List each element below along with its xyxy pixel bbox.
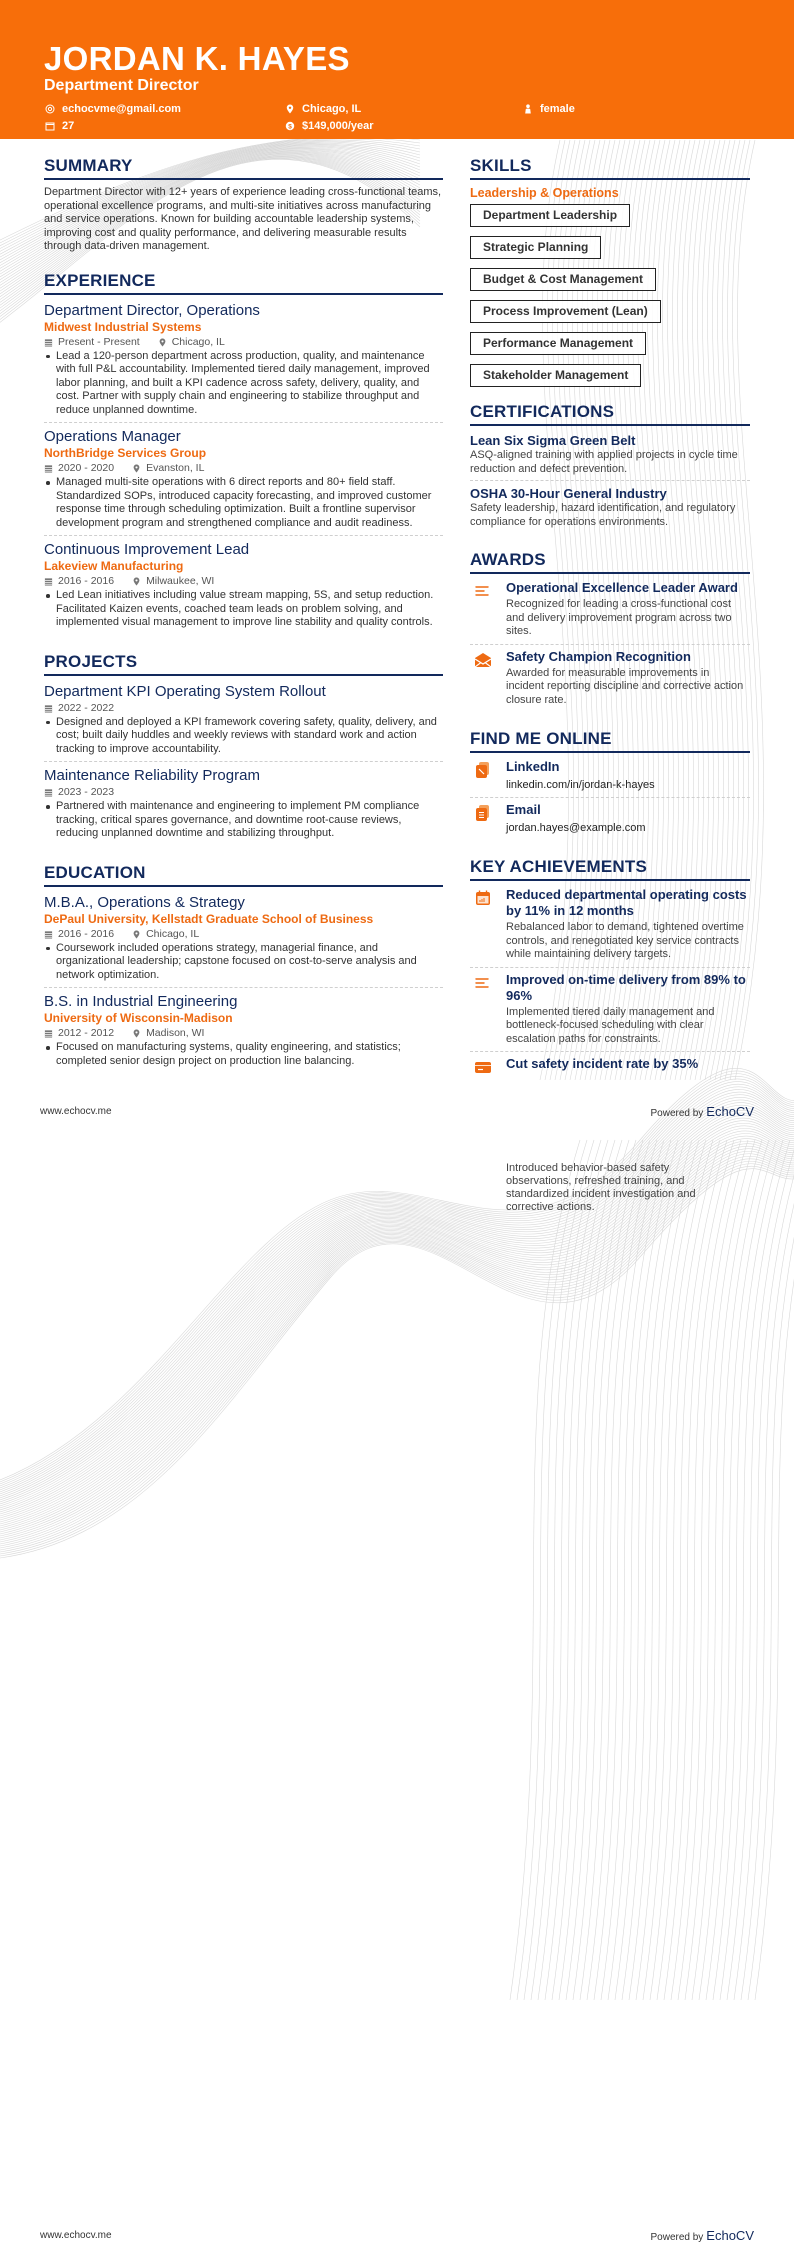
brand-name[interactable]: EchoCV xyxy=(706,1104,754,1119)
map-pin-icon xyxy=(158,338,167,347)
company-name: NorthBridge Services Group xyxy=(44,446,207,460)
certification-desc: ASQ-aligned training with applied projects in cycle time reduction and defect prevention. xyxy=(470,449,738,475)
candidate-title: Department Director xyxy=(44,77,199,94)
online-label: LinkedIn xyxy=(506,759,560,774)
money-icon xyxy=(284,120,296,132)
bullet-point: Partnered with maintenance and engineering to implement PM compliance tracking, critical spares governance, and downtime root-cause reviews, reducing unplanned downtime and stabilizing throughput. xyxy=(44,800,443,841)
achievement-desc: Implemented tiered daily management and bottleneck-focused scheduling with clear escalation paths for constraints. xyxy=(506,1005,715,1045)
location: Chicago, IL xyxy=(171,335,225,348)
calendar-icon xyxy=(44,120,56,132)
contact-email: echocvme@gmail.com xyxy=(44,102,284,116)
bullet-point: Led Lean initiatives including value stream mapping, 5S, and setup reduction. Facilitated Kaizen events, coached team leads on problem solving, and implemented visual management to improve line stability and quality controls. xyxy=(44,589,443,630)
powered-by: Powered by EchoCV xyxy=(650,1104,754,1119)
bullet-point: Designed and deployed a KPI framework covering safety, quality, delivery, and cost; built daily huddles and weekly reviews with standard work and action tracking to improve accountability. xyxy=(44,716,443,757)
map-pin-icon xyxy=(132,1029,141,1038)
summary-text: Department Director with 12+ years of experience leading cross-functional teams, operational excellence programs, and multi-site initiatives across manufacturing and service operations. Known for building accountable leadership systems, improving cost and quality performance, and delivering measurable results through data-driven management. xyxy=(44,186,442,252)
award-desc: Awarded for measurable improvements in incident reporting discipline and corrective action closure rate. xyxy=(506,666,744,706)
location: Chicago, IL xyxy=(146,927,200,940)
resume-header xyxy=(0,0,794,139)
certification-entry xyxy=(470,485,750,533)
job-title: Department Director, Operations xyxy=(44,301,260,319)
calendar-chart-icon xyxy=(474,889,492,907)
bullet-point: Managed multi-site operations with 6 direct reports and 80+ field staff. Standardized SOPs, introduced capacity forecasting, and improved customer response time through scheduling optimization. Built a frontline supervisor development program and strengthened compliance and audit readiness. xyxy=(44,476,443,530)
achievement-entry xyxy=(470,887,750,968)
contact-location: Chicago, IL xyxy=(284,102,522,116)
award-entry xyxy=(470,649,750,713)
education-entry xyxy=(44,992,443,1073)
date-range: 2020 - 2020 xyxy=(58,462,115,474)
section-heading: SKILLS xyxy=(470,156,750,180)
contact-info xyxy=(44,102,750,133)
bullet-point: Lead a 120-person department across production, quality, and maintenance with full P&L accountability. Implemented tiered daily management, improved labor planning, and built a KPI cadence across safety, delivery, quality, and cost. Partner with supply chain and engineering to stabilize throughput and reduce unplanned downtime. xyxy=(44,350,443,418)
email-link[interactable]: jordan.hayes@example.com xyxy=(506,822,646,834)
section-heading: PROJECTS xyxy=(44,652,443,676)
location: Evanston, IL xyxy=(146,462,205,474)
brand-name[interactable]: EchoCV xyxy=(706,2228,754,2243)
calendar-icon xyxy=(44,577,53,586)
achievements-section xyxy=(470,857,750,1086)
map-pin-icon xyxy=(132,930,141,939)
section-heading: CERTIFICATIONS xyxy=(470,402,750,426)
achievement-entry xyxy=(470,972,750,1053)
online-section xyxy=(470,729,750,840)
school-name: University of Wisconsin-Madison xyxy=(44,1011,233,1025)
skill-tag: Process Improvement (Lean) xyxy=(470,300,661,323)
achievement-title: Improved on-time delivery from 89% to 96% xyxy=(506,971,746,1003)
experience-entry xyxy=(44,427,443,536)
envelope-icon xyxy=(474,651,492,669)
section-heading: FIND ME ONLINE xyxy=(470,729,750,753)
award-title: Safety Champion Recognition xyxy=(506,648,691,664)
certification-title: OSHA 30-Hour General Industry xyxy=(470,486,667,501)
section-heading: EDUCATION xyxy=(44,863,443,887)
certifications-section xyxy=(470,402,750,533)
online-entry[interactable] xyxy=(470,759,750,798)
bullet-point: Coursework included operations strategy, managerial finance, and organizational leadership; capstone focused on cost-to-serve analysis and network optimization. xyxy=(44,942,443,983)
calendar-icon xyxy=(44,788,53,797)
map-pin-icon xyxy=(132,464,141,473)
at-icon xyxy=(44,103,56,115)
candidate-name: JORDAN K. HAYES xyxy=(44,40,350,77)
project-title: Department KPI Operating System Rollout xyxy=(44,682,326,700)
entry-meta xyxy=(44,575,443,588)
job-title: Operations Manager xyxy=(44,428,181,445)
achievement-title: Reduced departmental operating costs by 11% in 12 months xyxy=(506,887,747,918)
date-range: 2016 - 2016 xyxy=(58,927,115,940)
skills-section xyxy=(470,156,750,396)
section-heading: EXPERIENCE xyxy=(44,271,443,295)
award-entry xyxy=(470,580,750,645)
entry-meta xyxy=(44,786,443,799)
award-desc: Recognized for leading a cross-functional cost and delivery improvement program across two sites. xyxy=(506,598,732,637)
resume-body xyxy=(0,139,794,1090)
lines-icon xyxy=(474,582,492,600)
date-range: 2022 - 2022 xyxy=(58,701,115,714)
skill-category: Leadership & Operations xyxy=(470,186,619,200)
calendar-icon xyxy=(44,930,53,939)
page-footer xyxy=(40,1104,754,1119)
right-column xyxy=(470,139,750,1090)
entry-meta xyxy=(44,336,443,349)
certification-entry xyxy=(470,432,750,481)
contact-salary: $ $149,000/year xyxy=(284,119,522,133)
school-name: DePaul University, Kellstadt Graduate School of Business xyxy=(44,911,374,926)
certification-desc: Safety leadership, hazard identification, and regulatory compliance for operations environments. xyxy=(470,502,736,528)
entry-meta xyxy=(44,702,443,715)
bullet-point: Focused on manufacturing systems, quality engineering, and statistics; completed senior design project on production line balancing. xyxy=(44,1041,443,1068)
skill-tag: Strategic Planning xyxy=(470,236,601,259)
education-entry xyxy=(44,893,443,989)
entry-meta xyxy=(44,462,443,475)
map-pin-icon xyxy=(132,577,141,586)
project-entry xyxy=(44,766,443,846)
certification-title: Lean Six Sigma Green Belt xyxy=(470,433,636,448)
achievement-desc: Rebalanced labor to demand, tightened overtime controls, and renegotiated key service contracts while maintaining delivery targets. xyxy=(506,921,744,960)
online-entry[interactable] xyxy=(470,802,750,840)
contact-gender: female xyxy=(522,102,722,116)
skill-tag: Department Leadership xyxy=(470,204,630,227)
card-icon xyxy=(474,1058,492,1076)
project-title: Maintenance Reliability Program xyxy=(44,767,260,784)
skills-list xyxy=(470,204,750,396)
linkedin-link[interactable]: linkedin.com/in/jordan-k-hayes xyxy=(506,779,655,791)
entry-meta xyxy=(44,928,443,941)
person-icon xyxy=(522,103,534,115)
left-column xyxy=(44,139,443,1090)
job-title: Continuous Improvement Lead xyxy=(44,541,250,558)
achievement-entry xyxy=(470,1056,750,1086)
page-footer xyxy=(40,2228,754,2243)
date-range: Present - Present xyxy=(58,335,140,348)
calendar-icon xyxy=(44,1029,53,1038)
achievement-title: Cut safety incident rate by 35% xyxy=(506,1056,699,1071)
project-entry xyxy=(44,682,443,763)
online-label: Email xyxy=(506,802,541,817)
award-title: Operational Excellence Leader Award xyxy=(506,580,738,595)
degree-title: M.B.A., Operations & Strategy xyxy=(44,893,245,911)
date-range: 2023 - 2023 xyxy=(58,786,115,798)
section-heading: KEY ACHIEVEMENTS xyxy=(470,857,750,881)
company-name: Lakeview Manufacturing xyxy=(44,559,184,573)
summary-section xyxy=(44,156,443,254)
achievement-desc-continued: Introduced behavior-based safety observations, refreshed training, and standardized incident investigation and corrective actions. xyxy=(506,1162,696,1213)
location: Milwaukee, WI xyxy=(146,575,215,587)
experience-entry xyxy=(44,540,443,635)
lines-icon xyxy=(474,974,492,992)
skill-tag: Budget & Cost Management xyxy=(470,268,656,291)
website-link[interactable]: www.echocv.me xyxy=(40,2230,112,2241)
experience-section xyxy=(44,271,443,635)
contact-age: 27 xyxy=(44,119,284,133)
awards-section xyxy=(470,550,750,712)
experience-entry xyxy=(44,301,443,424)
calendar-icon xyxy=(44,704,53,713)
document-icon xyxy=(474,761,492,779)
section-heading: AWARDS xyxy=(470,550,750,574)
date-range: 2016 - 2016 xyxy=(58,575,115,587)
degree-title: B.S. in Industrial Engineering xyxy=(44,993,238,1010)
calendar-icon xyxy=(44,338,53,347)
company-name: Midwest Industrial Systems xyxy=(44,319,202,334)
skill-tag: Performance Management xyxy=(470,332,646,355)
projects-section xyxy=(44,652,443,846)
skill-tag: Stakeholder Management xyxy=(470,364,641,387)
clipboard-icon xyxy=(474,804,492,822)
location: Madison, WI xyxy=(146,1027,205,1039)
entry-meta xyxy=(44,1027,443,1040)
map-pin-icon xyxy=(284,103,296,115)
date-range: 2012 - 2012 xyxy=(58,1027,115,1039)
section-heading: SUMMARY xyxy=(44,156,443,180)
website-link[interactable]: www.echocv.me xyxy=(40,1106,112,1117)
svg-text:$: $ xyxy=(288,123,292,131)
calendar-icon xyxy=(44,464,53,473)
powered-by: Powered by EchoCV xyxy=(650,2228,754,2243)
education-section xyxy=(44,863,443,1074)
